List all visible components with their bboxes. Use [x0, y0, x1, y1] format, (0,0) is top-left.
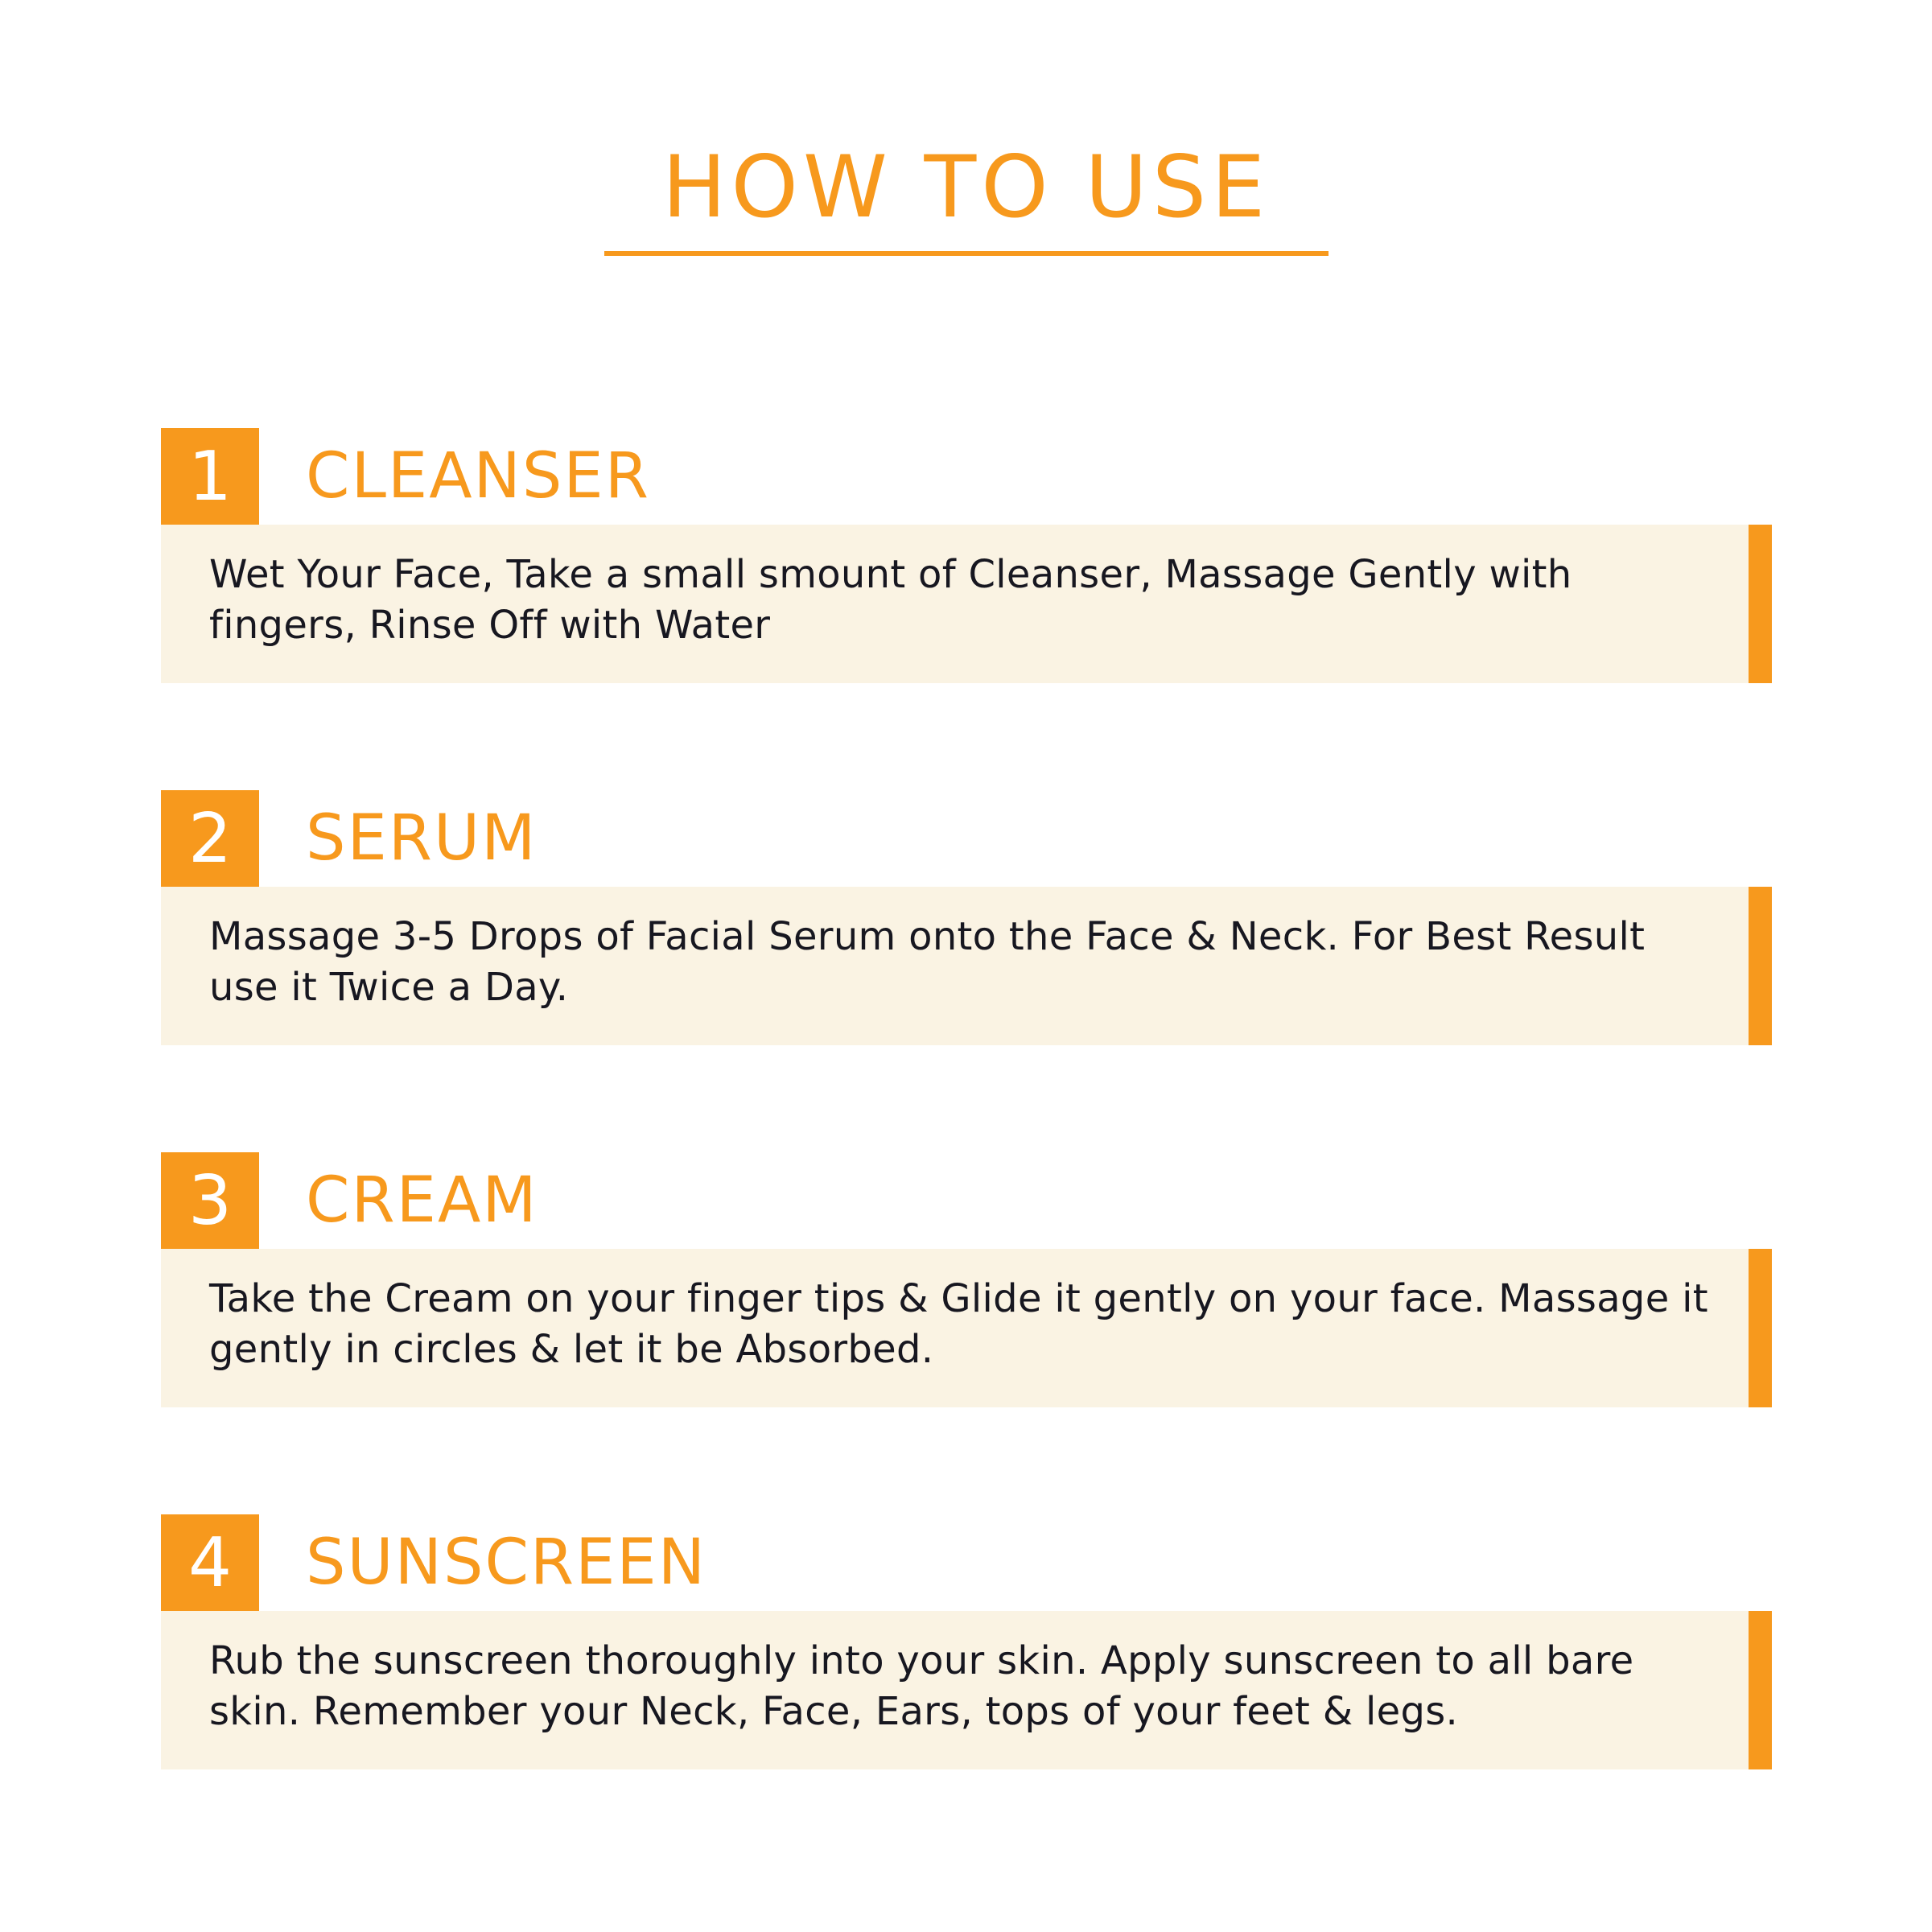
- step-description-line: use it Twice a Day.: [209, 965, 569, 1010]
- step-sunscreen: [161, 1514, 1772, 1769]
- step-description-panel: [161, 525, 1772, 683]
- step-description-line: Rub the sunscreen thoroughly into your skin. Apply sunscreen to all bare: [209, 1638, 1634, 1683]
- step-title: SERUM: [306, 802, 538, 875]
- accent-bar: [1749, 887, 1772, 1045]
- step-number-badge: [161, 1514, 259, 1611]
- accent-bar: [1749, 1249, 1772, 1407]
- step-description-line: Wet Your Face, Take a small smount of Cleanser, Massage Gently with: [209, 552, 1572, 597]
- step-number: 3: [187, 1160, 233, 1241]
- step-number-badge: [161, 1152, 259, 1249]
- step-description-panel: [161, 1611, 1772, 1769]
- step-cleanser: [161, 428, 1772, 683]
- page-header: [0, 138, 1932, 256]
- step-number: 4: [187, 1522, 233, 1603]
- step-description-panel: [161, 887, 1772, 1045]
- step-description-line: fingers, Rinse Off with Water: [209, 603, 771, 648]
- step-title: CLEANSER: [306, 440, 650, 513]
- step-title: CREAM: [306, 1164, 538, 1237]
- step-title: SUNSCREEN: [306, 1526, 707, 1599]
- step-cream: [161, 1152, 1772, 1407]
- step-description-line: Take the Cream on your finger tips & Glide it gently on your face. Massage it: [209, 1276, 1708, 1321]
- step-number-badge: [161, 790, 259, 887]
- step-number-badge: [161, 428, 259, 525]
- step-header: [161, 790, 1772, 887]
- step-description-panel: [161, 1249, 1772, 1407]
- step-number: 1: [187, 436, 233, 517]
- step-serum: [161, 790, 1772, 1045]
- accent-bar: [1749, 525, 1772, 683]
- title-underline: [604, 251, 1329, 256]
- step-description-line: Massage 3-5 Drops of Facial Serum onto the Face & Neck. For Best Result: [209, 914, 1646, 959]
- page-title: HOW TO USE: [661, 138, 1271, 237]
- step-description-line: gently in circles & let it be Absorbed.: [209, 1327, 934, 1372]
- step-description-line: skin. Remember your Neck, Face, Ears, tops of your feet & legs.: [209, 1689, 1459, 1734]
- step-header: [161, 1514, 1772, 1611]
- step-header: [161, 428, 1772, 525]
- step-header: [161, 1152, 1772, 1249]
- accent-bar: [1749, 1611, 1772, 1769]
- step-number: 2: [187, 798, 233, 879]
